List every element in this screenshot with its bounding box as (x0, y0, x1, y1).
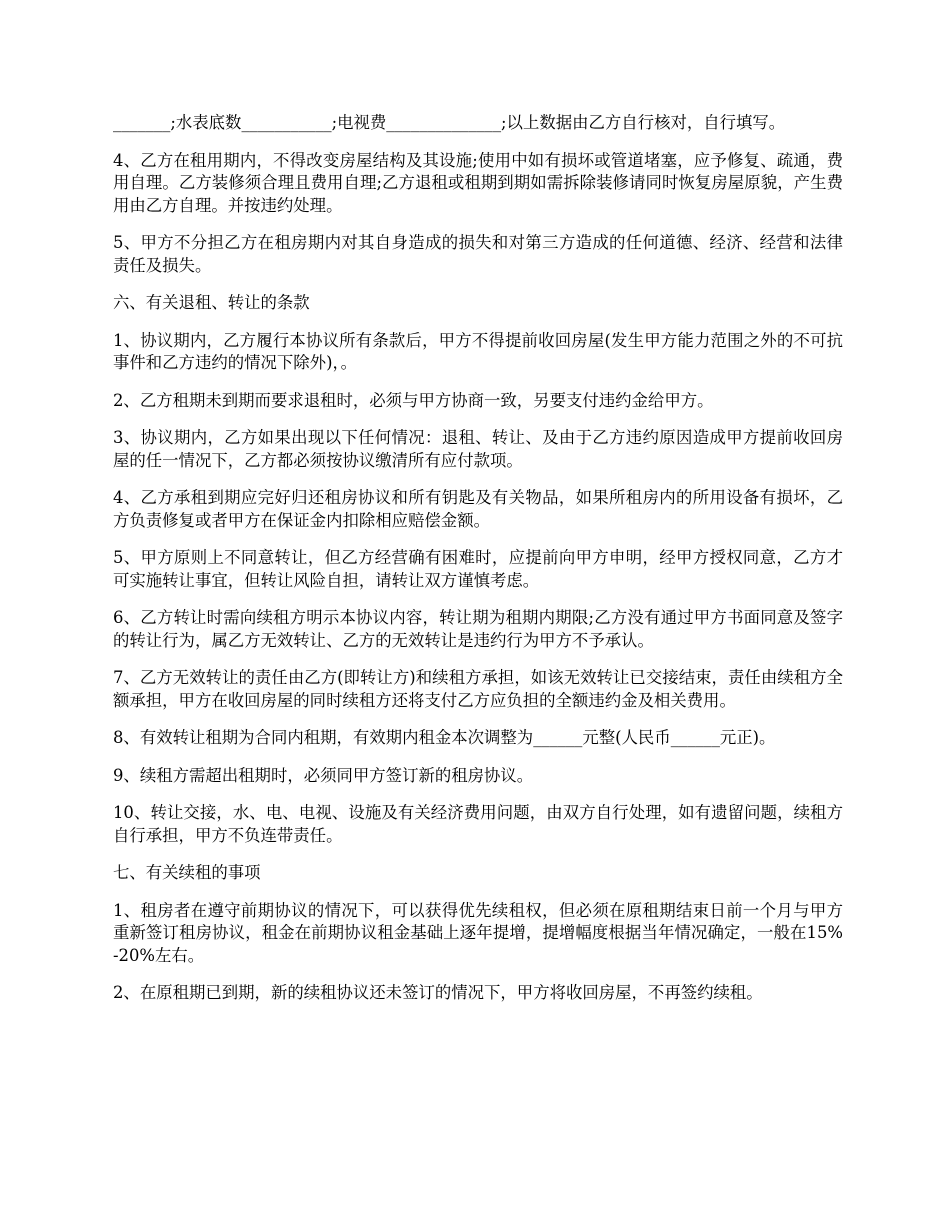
section-6-clause-5: 5、甲方原则上不同意转让，但乙方经营确有困难时，应提前向甲方申明，经甲方授权同意，乙方才可实施转让事宜，但转让风险自担，请转让双方谨慎考虑。 (113, 548, 843, 590)
section-7-heading: 七、有关续租的事项 (113, 863, 261, 882)
section-6-heading: 六、有关退租、转让的条款 (113, 293, 310, 312)
section-6-clause-6: 6、乙方转让时需向续租方明示本协议内容，转让期为租期内期限;乙方没有通过甲方书面同意及签字的转让行为，属乙方无效转让、乙方的无效转让是违约行为甲方不予承认。 (113, 608, 843, 650)
section-6-clause-10: 10、转让交接，水、电、电视、设施及有关经济费用问题，由双方自行处理，如有遗留问题，续租方自行承担，甲方不负连带责任。 (113, 803, 843, 845)
section-6-clause-9: 9、续租方需超出租期时，必须同甲方签订新的租房协议。 (113, 765, 534, 785)
document-page (113, 112, 843, 1020)
section-6-clause-8: 8、有效转让租期为合同内租期，有效期内租金本次调整为______元整(人民币______元正)。 (113, 728, 776, 747)
section-6-clause-1: 1、协议期内，乙方履行本协议所有条款后，甲方不得提前收回房屋(发生甲方能力范围之外的不可抗事件和乙方违约的情况下除外)，。 (113, 330, 843, 372)
meter-readings-paragraph: _______;水表底数___________;电视费______________;以上数据由乙方自行核对，自行填写。 (113, 113, 786, 132)
section-6-clause-7: 7、乙方无效转让的责任由乙方(即转让方)和续租方承担，如该无效转让已交接结束，责任由续租方全额承担，甲方在收回房屋的同时续租方还将支付乙方应负担的全额违约金及相关费用。 (113, 668, 843, 710)
section-7-clause-1: 1、租房者在遵守前期协议的情况下，可以获得优先续租权，但必须在原租期结束日前一个月与甲方重新签订租房协议，租金在前期协议租金基础上逐年提增，提增幅度根据当年情况确定，一般在15%-20%左右。 (113, 900, 843, 965)
clause-4-paragraph: 4、乙方在租用期内，不得改变房屋结构及其设施;使用中如有损坏或管道堵塞，应予修复、疏通，费用自理。乙方装修须合理且费用自理;乙方退租或租期到期如需拆除装修请同时恢复房屋原貌，产生费用由乙方自理。并按违约处理。 (113, 150, 843, 215)
clause-5-paragraph: 5、甲方不分担乙方在租房期内对其自身造成的损失和对第三方造成的任何道德、经济、经营和法律责任及损失。 (113, 233, 843, 275)
section-6-clause-2: 2、乙方租期未到期而要求退租时，必须与甲方协商一致，另要支付违约金给甲方。 (113, 390, 714, 410)
section-6-clause-3: 3、协议期内，乙方如果出现以下任何情况：退租、转让、及由于乙方违约原因造成甲方提前收回房屋的任一情况下，乙方都必须按协议缴清所有应付款项。 (113, 428, 843, 470)
section-7-clause-2: 2、在原租期已到期，新的续租协议还未签订的情况下，甲方将收回房屋，不再签约续租。 (113, 983, 763, 1002)
section-6-clause-4: 4、乙方承租到期应完好归还租房协议和所有钥匙及有关物品，如果所租房内的所用设备有损坏，乙方负责修复或者甲方在保证金内扣除相应赔偿金额。 (113, 488, 843, 530)
